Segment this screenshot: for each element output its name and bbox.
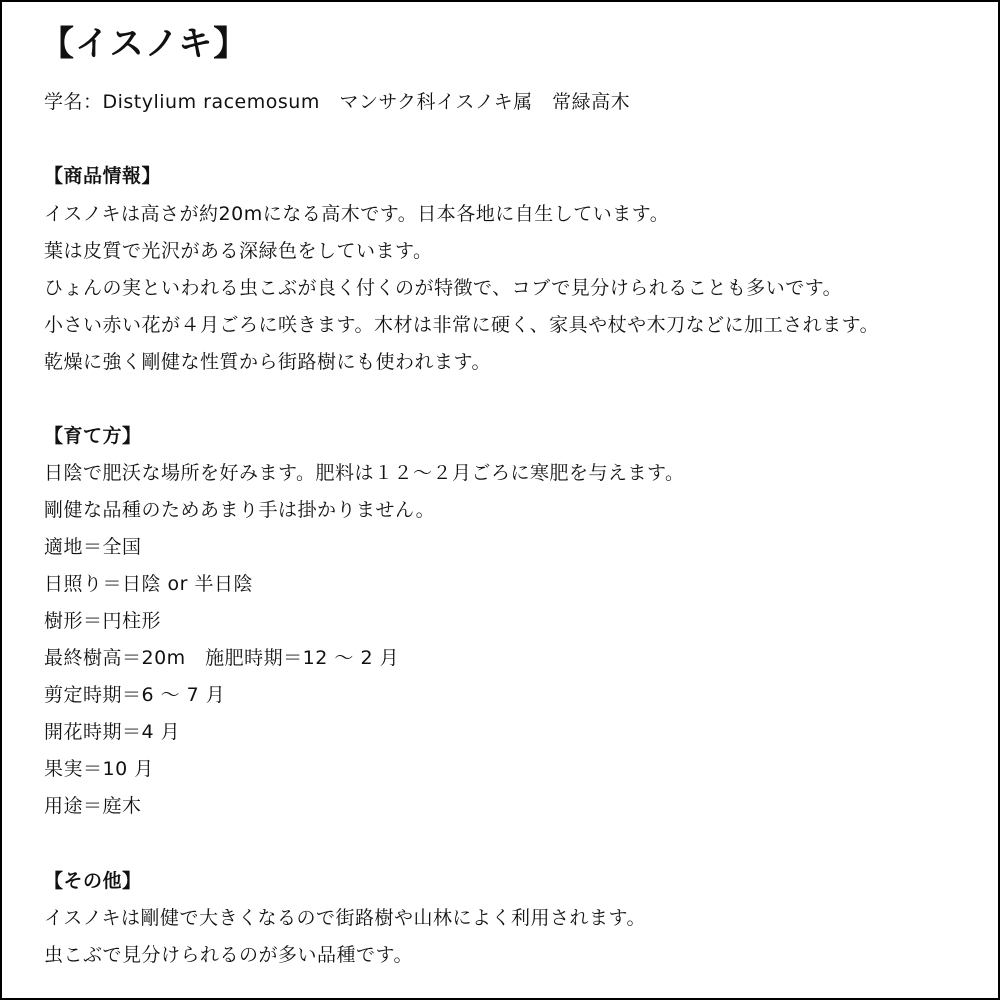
product-info-line: ひょんの実といわれる虫こぶが良く付くのが特徴で、コブで見分けられることも多いです。 bbox=[44, 277, 843, 299]
page-title: 【イスノキ】 bbox=[40, 24, 249, 64]
product-info-heading: 【商品情報】 bbox=[44, 165, 162, 187]
care-line: 樹形＝円柱形 bbox=[44, 610, 162, 632]
care-line: 剪定時期＝6 ～ 7 月 bbox=[44, 684, 226, 706]
product-info-line: 葉は皮質で光沢がある深緑色をしています。 bbox=[44, 240, 433, 262]
care-heading: 【育て方】 bbox=[44, 425, 142, 447]
care-line: 最終樹高＝20m 施肥時期＝12 ～ 2 月 bbox=[44, 647, 400, 669]
care-line: 日陰で肥沃な場所を好みます。肥料は１２～２月ごろに寒肥を与えます。 bbox=[44, 462, 685, 484]
other-line: 虫こぶで見分けられるのが多い品種です。 bbox=[44, 944, 413, 966]
other-line: イスノキは剛健で大きくなるので街路樹や山林によく利用されます。 bbox=[44, 907, 647, 929]
other-heading: 【その他】 bbox=[44, 870, 142, 892]
care-line: 用途＝庭木 bbox=[44, 795, 142, 817]
care-line: 剛健な品種のためあまり手は掛かりません。 bbox=[44, 499, 436, 521]
scientific-name: 学名：Distylium racemosum マンサク科イスノキ属 常緑高木 bbox=[44, 91, 631, 113]
care-line: 日照り＝日陰 or 半日陰 bbox=[44, 573, 254, 595]
product-info-line: イスノキは高さが約20mになる高木です。日本各地に自生しています。 bbox=[44, 203, 670, 225]
care-line: 開花時期＝4 月 bbox=[44, 721, 181, 743]
product-info-line: 小さい赤い花が４月ごろに咲きます。木材は非常に硬く、家具や杖や木刀などに加工されます。 bbox=[44, 314, 880, 336]
care-line: 適地＝全国 bbox=[44, 536, 142, 558]
product-info-line: 乾燥に強く剛健な性質から街路樹にも使われます。 bbox=[44, 351, 491, 373]
care-line: 果実＝10 月 bbox=[44, 758, 154, 780]
